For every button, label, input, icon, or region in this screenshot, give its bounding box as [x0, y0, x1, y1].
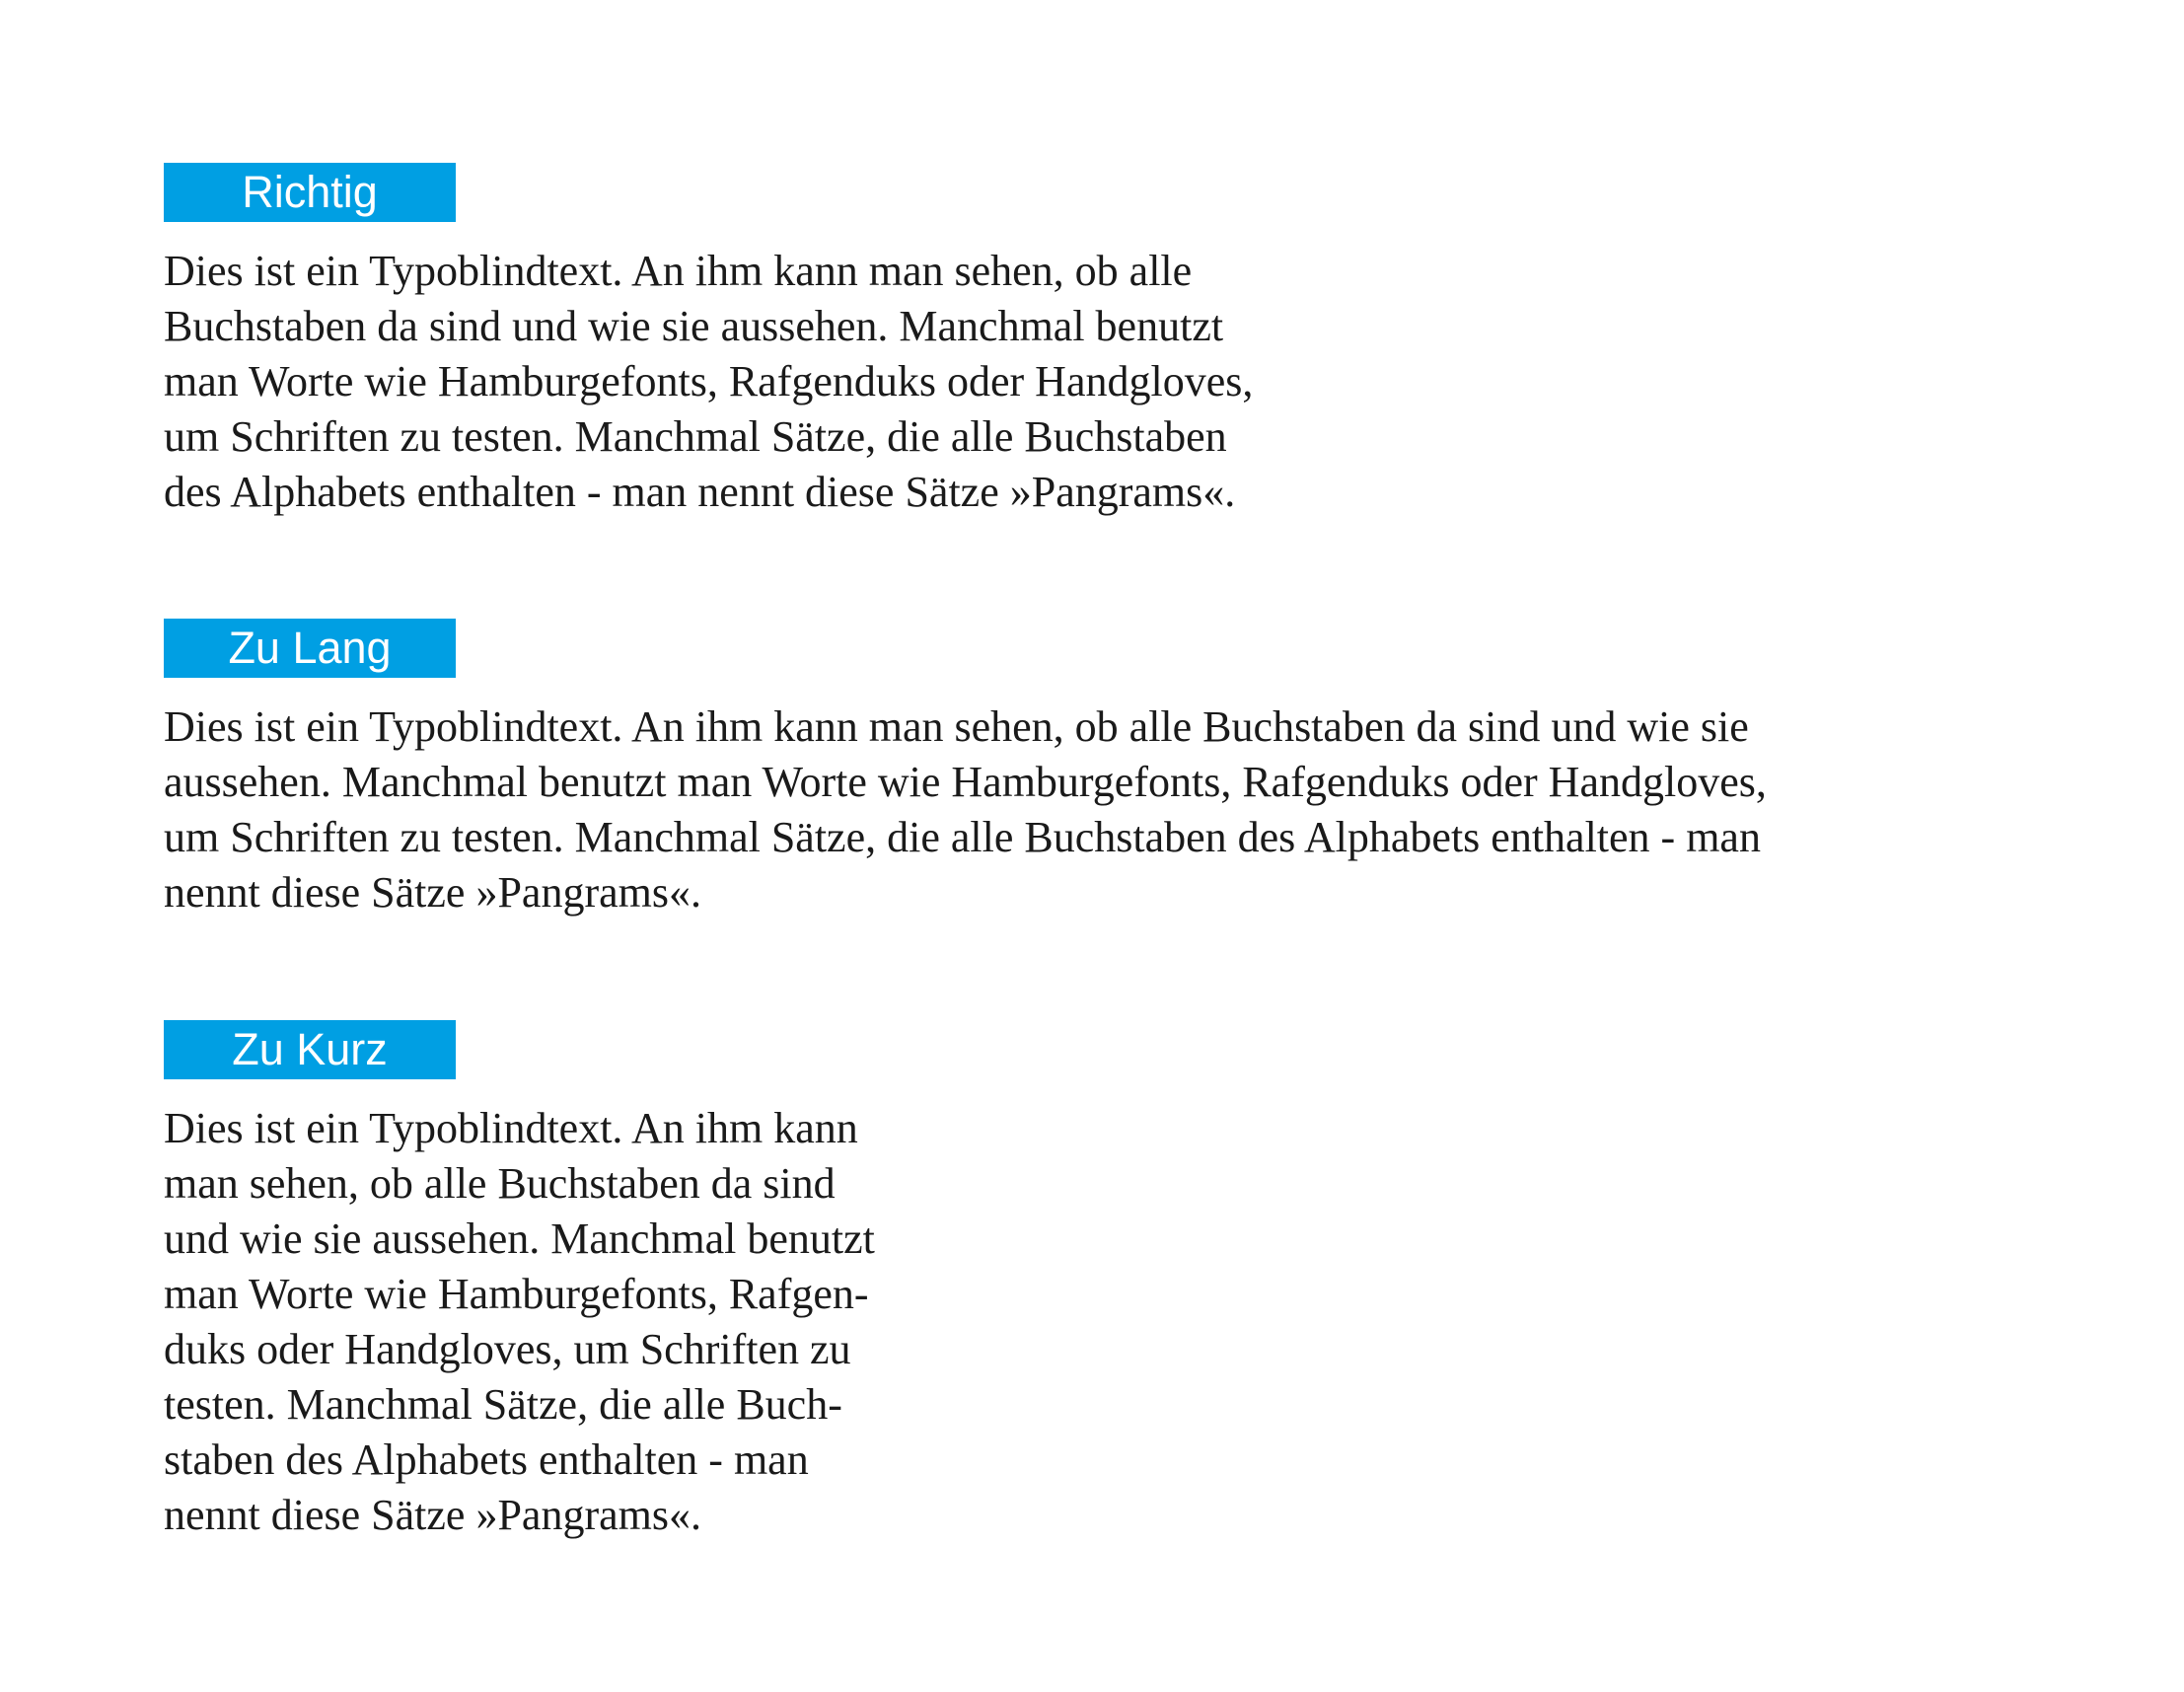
- section-richtig: [164, 163, 1253, 520]
- text-line: duks oder Handgloves, um Schriften zu: [164, 1325, 851, 1373]
- paragraph-richtig: [164, 244, 1253, 520]
- text-line: Dies ist ein Typoblindtext. An ihm kann man sehen, ob alle Buchstaben da sind und wie sie: [164, 702, 1749, 751]
- text-line: und wie sie aussehen. Manchmal benutzt: [164, 1214, 875, 1263]
- text-line: testen. Manchmal Sätze, die alle Buch-: [164, 1380, 842, 1429]
- text-line: des Alphabets enthalten - man nennt diese Sätze »Pangrams«.: [164, 468, 1236, 516]
- label-richtig: Richtig: [164, 163, 456, 222]
- paragraph-zu-kurz: [164, 1101, 875, 1543]
- text-line: Buchstaben da sind und wie sie aussehen. Manchmal benutzt: [164, 302, 1224, 350]
- label-zu-lang: Zu Lang: [164, 619, 456, 678]
- text-line: man Worte wie Hamburgefonts, Rafgen-: [164, 1270, 869, 1318]
- text-line: man Worte wie Hamburgefonts, Rafgenduks oder Handgloves,: [164, 357, 1254, 405]
- text-line: um Schriften zu testen. Manchmal Sätze, die alle Buchstaben des Alphabets enthalten - man: [164, 813, 1761, 861]
- section-zu-kurz: [164, 1020, 875, 1543]
- text-line: Dies ist ein Typoblindtext. An ihm kann man sehen, ob alle: [164, 247, 1193, 295]
- text-line: staben des Alphabets enthalten - man: [164, 1435, 809, 1484]
- text-line: nennt diese Sätze »Pangrams«.: [164, 868, 701, 917]
- text-line: nennt diese Sätze »Pangrams«.: [164, 1491, 701, 1539]
- label-zu-kurz: Zu Kurz: [164, 1020, 456, 1079]
- text-line: um Schriften zu testen. Manchmal Sätze, die alle Buchstaben: [164, 412, 1227, 461]
- text-line: Dies ist ein Typoblindtext. An ihm kann: [164, 1104, 858, 1152]
- text-line: aussehen. Manchmal benutzt man Worte wie Hamburgefonts, Rafgenduks oder Handgloves,: [164, 758, 1767, 806]
- paragraph-zu-lang: [164, 699, 1767, 920]
- section-zu-lang: [164, 619, 1767, 920]
- text-line: man sehen, ob alle Buchstaben da sind: [164, 1159, 836, 1208]
